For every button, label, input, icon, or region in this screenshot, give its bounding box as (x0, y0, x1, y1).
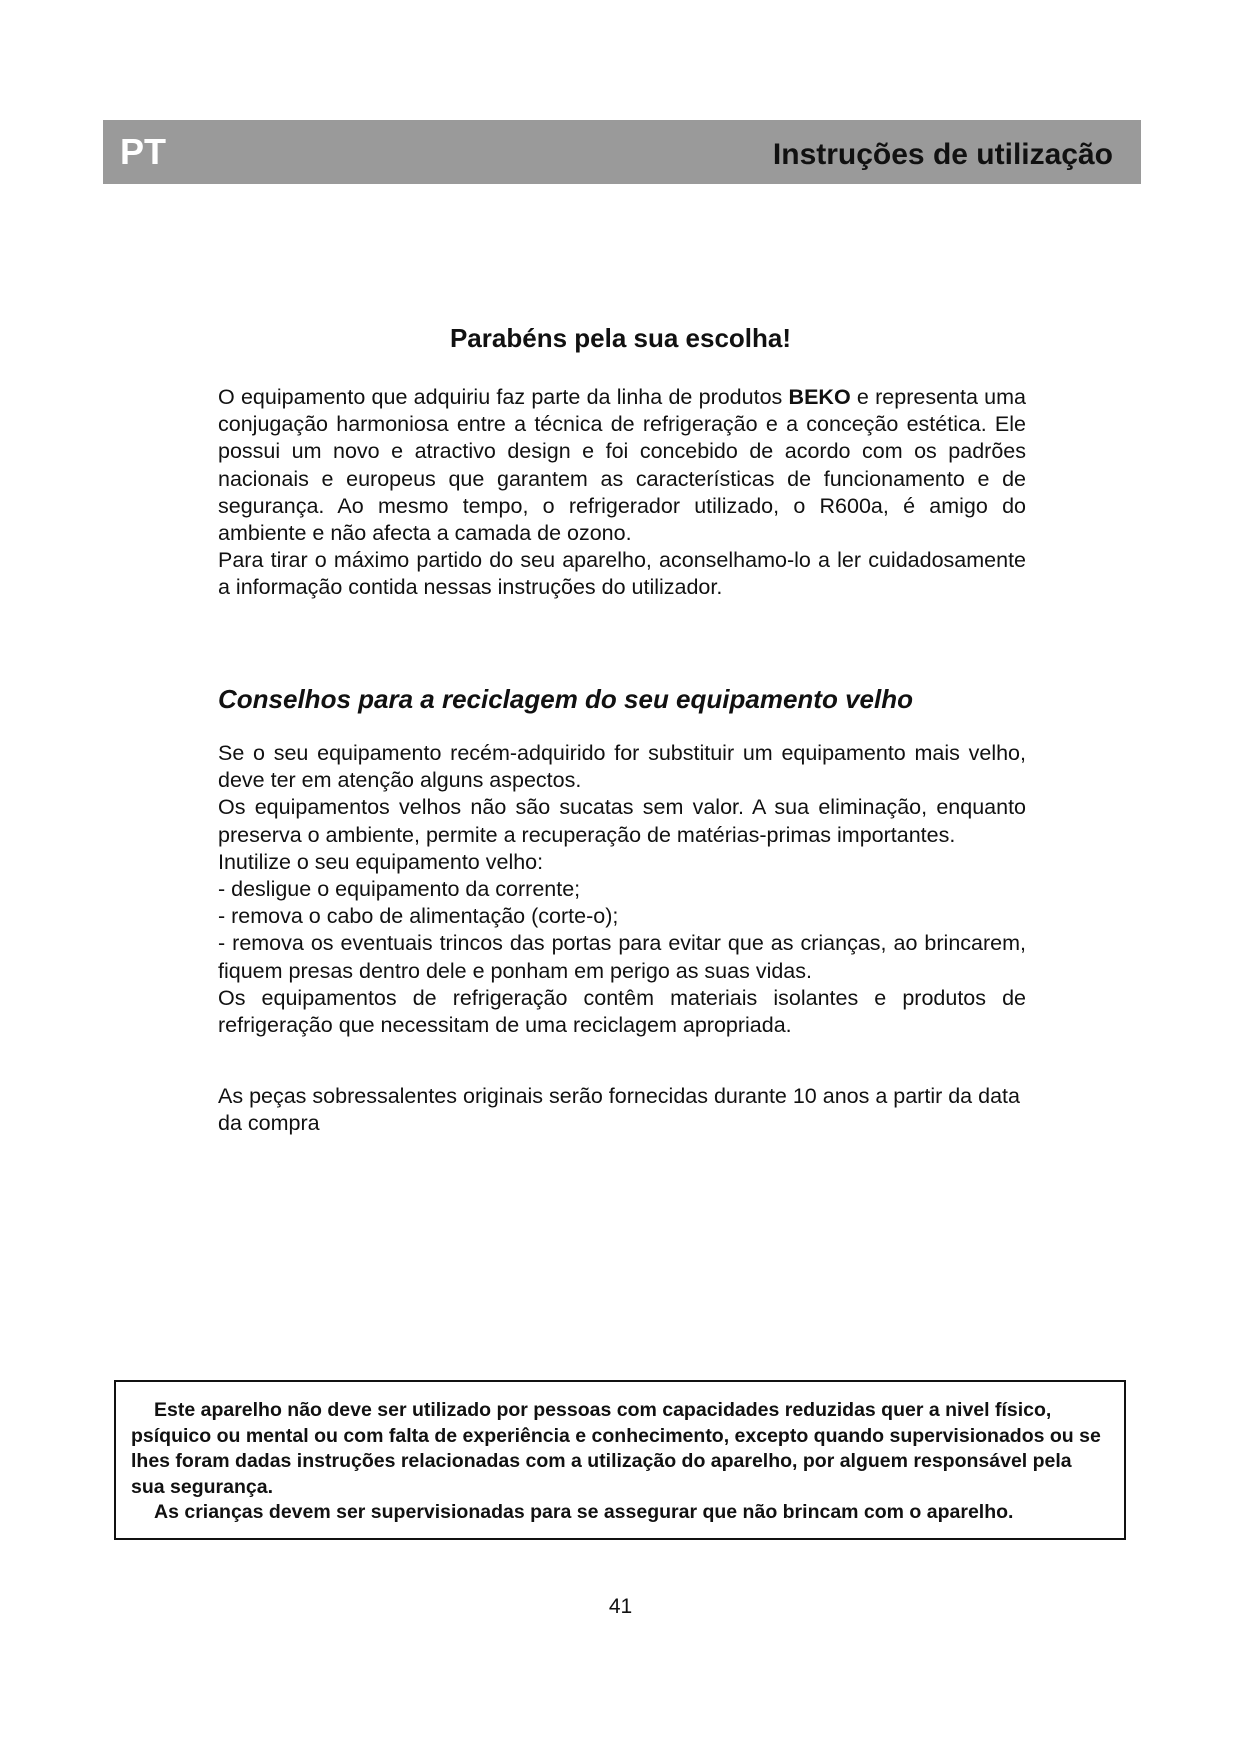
recycling-heading: Conselhos para a reciclagem do seu equipamento velho (218, 684, 913, 714)
recycling-paragraph-2: Os equipamentos velhos não são sucatas sem valor. A sua eliminação, enquanto preserva o ambiente, permite a recuperação de matérias-primas importantes. (218, 795, 1026, 847)
warning-paragraph-2: As crianças devem ser supervisionadas para se assegurar que não brincam com o aparelho. (154, 1501, 1014, 1523)
recycling-step: - desligue o equipamento da corrente; (218, 877, 581, 902)
page-number: 41 (608, 1595, 633, 1618)
intro-text-end: e representa uma conjugação harmoniosa entre a técnica de refrigeração e a conceção estética. Ele possui um novo e atractivo design e foi concebido de acordo com os padrões nacionais e europeus que garantem as características de funcionamento e de segurança. Ao mesmo tempo, o refrigerador utilizado, o R600a, é amigo do ambiente e não afecta a camada de ozono. (218, 385, 1026, 546)
warning-paragraph-1: Este aparelho não deve ser utilizado por pessoas com capacidades reduzidas quer a nivel físico, psíquico ou mental ou com falta de experiência e conhecimento, excepto quando supervisionados ou se lhes foram dadas instruções relacionadas com a utilização do aparelho, por alguem responsável pela sua segurança. (131, 1399, 1101, 1498)
brand-name: BEKO (788, 385, 851, 409)
recycling-paragraph-3: Inutilize o seu equipamento velho: (218, 849, 544, 874)
intro-paragraph (218, 384, 1026, 547)
recycling-step: - remova os eventuais trincos das portas para evitar que as crianças, ao brincarem, fiquem presas dentro dele e ponham em perigo as suas vidas. (218, 931, 1026, 983)
spare-parts-paragraph: As peças sobressalentes originais serão fornecidas durante 10 anos a partir da data da compra (218, 1084, 1020, 1136)
document-title: Instruções de utilização (772, 138, 1113, 171)
intro-text-start: O equipamento que adquiriu faz parte da linha de produtos (218, 385, 789, 409)
header-bar (103, 120, 1141, 184)
recycling-paragraph-1: Se o seu equipamento recém-adquirido for substituir um equipamento mais velho, deve ter em atenção alguns aspectos. (218, 741, 1026, 793)
recycling-paragraph-4: Os equipamentos de refrigeração contêm materiais isolantes e produtos de refrigeração que necessitam de uma reciclagem apropriada. (218, 985, 1026, 1038)
language-code: PT (120, 131, 167, 172)
intro-advice-paragraph: Para tirar o máximo partido do seu aparelho, aconselhamo-lo a ler cuidadosamente a informação contida nessas instruções do utilizador. (218, 548, 1026, 600)
greeting-heading: Parabéns pela sua escolha! (449, 323, 792, 353)
recycling-section (218, 740, 1026, 1039)
spare-parts-section (218, 1083, 1026, 1137)
recycling-step: - remova o cabo de alimentação (corte-o); (218, 904, 619, 929)
safety-warning-box (114, 1380, 1126, 1540)
intro-section (218, 384, 1026, 602)
